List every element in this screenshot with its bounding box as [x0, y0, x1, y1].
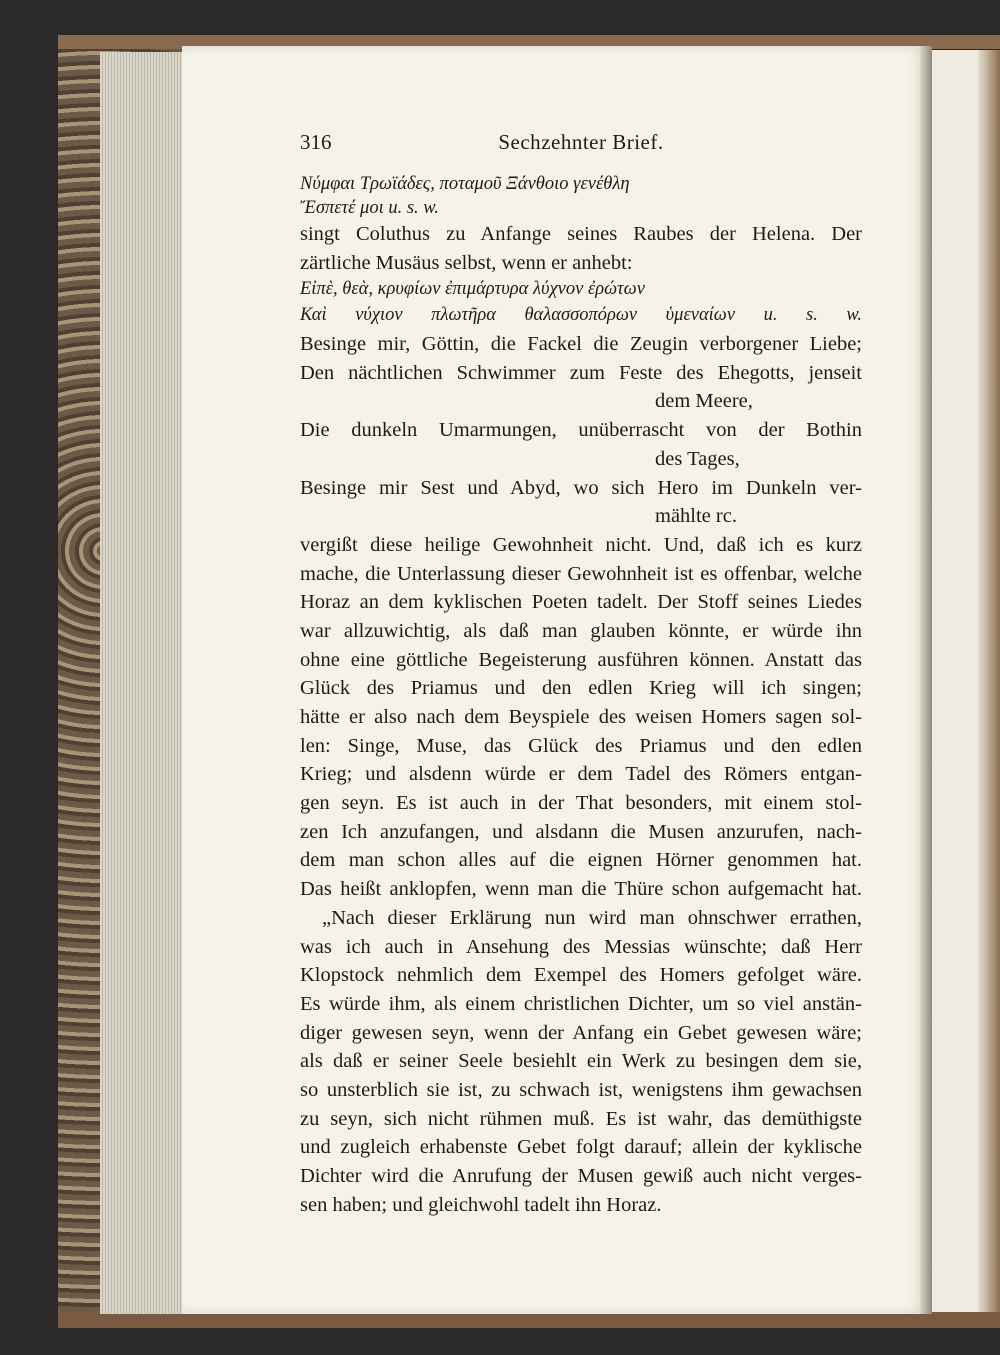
verse-line: Die dunkeln Umarmungen, unüberrascht von der Bothin — [300, 419, 862, 442]
text-line: diger gewesen seyn, wenn der Anfang ein Gebet gewesen wäre; — [300, 1021, 862, 1044]
page-body — [300, 172, 862, 1219]
text-line: ohne eine göttliche Begeisterung ausführen können. Anstatt das — [300, 648, 862, 671]
text-line: so unsterblich sie ist, zu schwach ist, wenigstens ihm gewachsen — [300, 1078, 862, 1101]
text-line: dem man schon alles auf die eignen Hörner genommen hat. — [300, 849, 862, 872]
greek-verse-line: Ἔσπετέ μοι u. s. w. — [300, 198, 439, 218]
greek-verse-line: Καὶ νύχιον πλωτῆρα θαλασσοπόρων ὑμεναίων u. s. w. — [300, 305, 862, 326]
page-stack-edges — [100, 52, 188, 1314]
text-line: Dichter wird die Anrufung der Musen gewiß auch nicht verges- — [300, 1165, 862, 1187]
book-cover-bottom-edge — [58, 1312, 1000, 1328]
text-line: und zugleich erhabenste Gebet folgt darauf; allein der kyklische — [300, 1136, 862, 1159]
text-line: Klopstock nehmlich dem Exempel des Homers gefolget wäre. — [300, 964, 862, 987]
running-title: Sechzehnter Brief. — [498, 130, 664, 154]
text-line: len: Singe, Muse, das Glück des Priamus und den edlen — [300, 734, 862, 757]
text-line: zärtliche Musäus selbst, wenn er anhebt: — [300, 251, 633, 274]
verse-line: Besinge mir Sest und Abyd, wo sich Hero im Dunkeln ver- — [300, 476, 862, 499]
text-line: Glück des Priamus und den edlen Krieg will ich singen; — [300, 677, 862, 700]
text-line: als daß er seiner Seele besiehlt ein Werk zu besingen dem sie, — [300, 1050, 862, 1073]
text-line: Es würde ihm, als einem christlichen Dichter, um so viel anstän- — [300, 992, 862, 1015]
verse-line: Besinge mir, Göttin, die Fackel die Zeugin verborgener Liebe; — [300, 333, 862, 356]
text-line: Krieg; und alsdenn würde er dem Tadel des Römers entgan- — [300, 763, 862, 786]
text-line: singt Coluthus zu Anfange seines Raubes der Helena. Der — [300, 223, 862, 245]
verse-line-continuation: des Tages, — [655, 447, 740, 470]
text-line: Das heißt anklopfen, wenn man die Thüre schon aufgemacht hat. — [300, 878, 862, 901]
text-line: sen haben; und gleichwohl tadelt ihn Horaz. — [300, 1193, 662, 1216]
text-line: zu seyn, sich nicht rühmen muß. Es ist wahr, das demüthigste — [300, 1107, 862, 1130]
text-line: war allzuwichtig, als daß man glauben könnte, er würde ihn — [300, 619, 862, 642]
text-line: was ich auch in Ansehung des Messias wünschte; daß Herr — [300, 935, 862, 958]
text-line: vergißt diese heilige Gewohnheit nicht. Und, daß ich es kurz — [300, 533, 862, 556]
text-line: gen seyn. Es ist auch in der That besonders, mit einem stol- — [300, 792, 862, 815]
paragraph-start-line: „Nach dieser Erklärung nun wird man ohnschwer errathen, — [322, 906, 862, 929]
text-line: hätte er also nach dem Beyspiele des weisen Homers sagen sol- — [300, 706, 862, 728]
page-header — [300, 130, 862, 158]
text-line: mache, die Unterlassung dieser Gewohnheit ist es offenbar, welche — [300, 562, 862, 585]
text-line: Horaz an dem kyklischen Poeten tadelt. Der Stoff seines Liedes — [300, 591, 862, 614]
book-gutter — [920, 46, 932, 1314]
verse-line-continuation: dem Meere, — [655, 390, 753, 413]
verse-line: Den nächtlichen Schwimmer zum Feste des Ehegotts, jenseit — [300, 361, 862, 384]
greek-verse-line: Εἰπὲ, θεὰ, κρυφίων ἐπιμάρτυρα λύχνον ἐρώτων — [300, 279, 645, 300]
verse-line-continuation: mählte rc. — [655, 505, 737, 528]
page-number: 316 — [300, 130, 332, 154]
greek-verse-line: Νύμφαι Τρωϊάδες, ποταμοῦ Ξάνθοιο γενέθλη — [300, 174, 630, 194]
text-line: zen Ich anzufangen, und alsdann die Musen anzurufen, nach- — [300, 820, 862, 843]
facing-page-edge — [978, 50, 1000, 1312]
